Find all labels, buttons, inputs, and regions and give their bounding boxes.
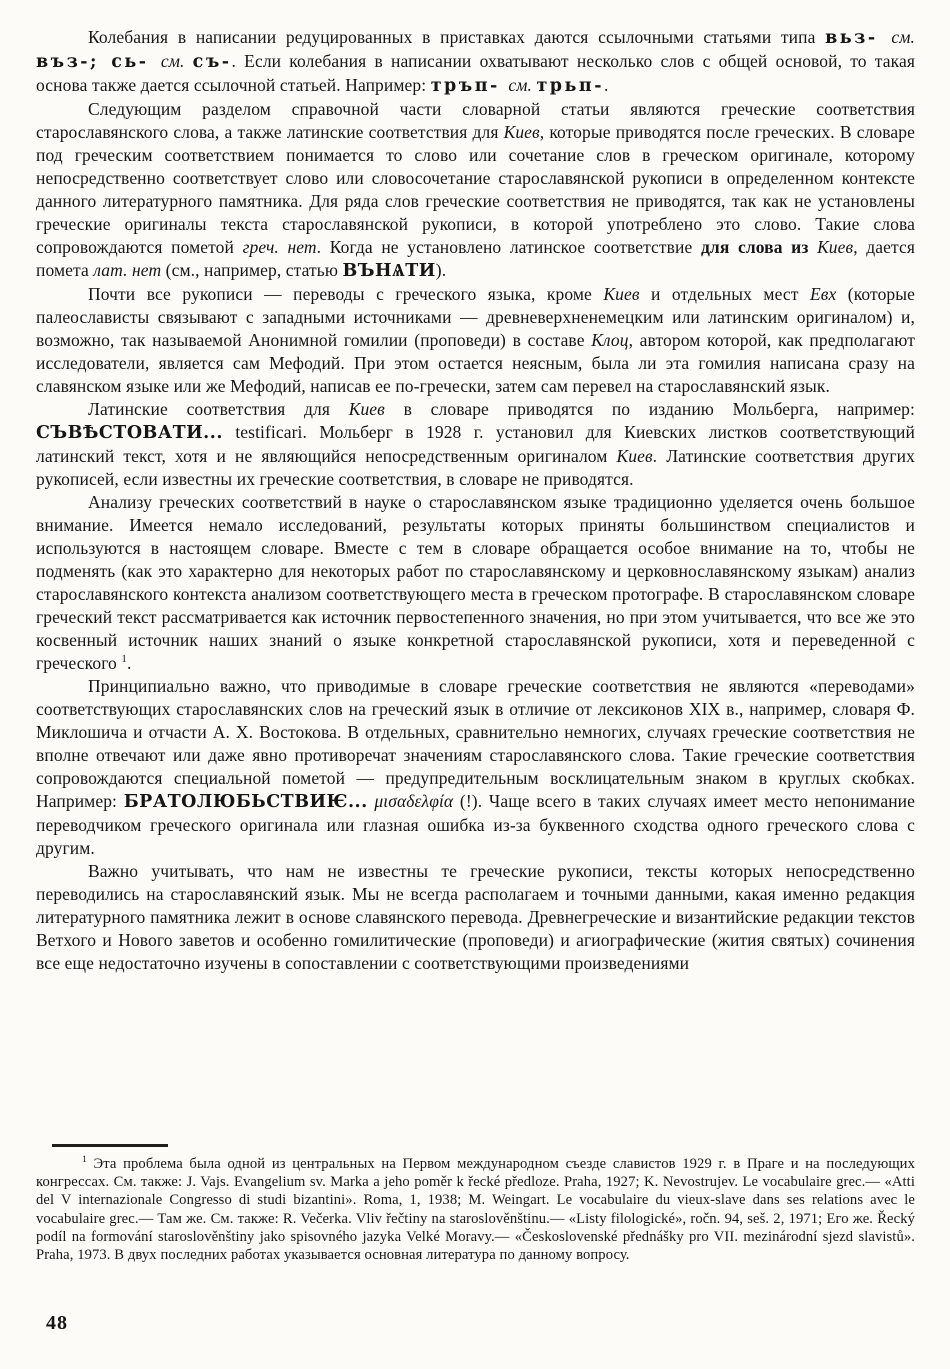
ocs-term: тръп- bbox=[430, 76, 509, 96]
italic-term: Евх bbox=[809, 284, 837, 304]
paragraph bbox=[36, 283, 915, 398]
text-segment: . Когда не установлено латинское соответствие bbox=[316, 237, 701, 257]
text-segment: в словаре приводятся по изданию Мольберга, например: bbox=[384, 399, 915, 419]
text-segment: . bbox=[126, 653, 132, 673]
paragraph bbox=[36, 26, 915, 98]
ocs-term: вьз- bbox=[825, 28, 892, 48]
footnote-separator bbox=[52, 1144, 168, 1147]
text-segment: Колебания в написании редуцированных в приставках даются ссылочными статьями типа bbox=[88, 27, 826, 47]
paragraph bbox=[36, 675, 915, 860]
text-segment: testificari. Мольберг в 1928 г. установил для Киевских листков соответствующий латинский текст, хотя и не являющийся непосредственным оригиналом bbox=[36, 422, 915, 466]
paragraph bbox=[36, 398, 915, 491]
paragraph bbox=[36, 98, 915, 283]
italic-term: Киев bbox=[348, 399, 385, 419]
italic-term: лат. нет bbox=[93, 260, 162, 280]
text-segment: Следующим разделом справочной части словарной статьи являются греческие соответствия старославянского слова, а также латинские соответствия для bbox=[36, 99, 915, 142]
ocs-headword: ВЪНѦТИ bbox=[342, 261, 436, 281]
greek-term: μισαδελφία bbox=[367, 791, 454, 811]
footnote bbox=[36, 1155, 915, 1264]
footnote-marker: 1 bbox=[82, 1155, 87, 1166]
footnote-body: Эта проблема была одной из центральных на Первом международном съезде славистов 1929 г. в Праге и на последующих конгрессах. См. также: J. Vajs. Evangelium sv. Marka a jeho poměr k řecké předloze. Praha, 1927; K. Nevostrujev. Le vocabulaire grec.— «Atti del V internazionale Congresso di studi bizantini». Roma, 1, 1938; M. Weingart. Le vocabulaire du vieux-slave dans ses relations avec le vocabulaire grec.— Там же. См. также: R. Večerka. Vliv řečtiny na staroslověnštinu.— «Listy filologické», ročn. 94, seš. 2, 1971; Его же. Řecký podíl na formování staroslověnštiny jako spisovného jazyka Velké Moravy.— «Československé přednášky pro VII. mezinárodní sjezd slavistů». Praha, 1973. В двух последних работах указывается основная литература по данному вопросу. bbox=[36, 1156, 915, 1264]
italic-term: Киев bbox=[817, 237, 854, 257]
text-segment: , автором которой, как предполагают исследователи, является сам Мефодий. При этом остается неясным, была ли эта гомилия написана сразу на славянском языке или же Мефодий, написав ее по-гречески, затем сам перевел на старославянский язык. bbox=[36, 330, 915, 396]
italic-term: Киев bbox=[503, 122, 540, 142]
ocs-term: трьп- bbox=[536, 76, 604, 96]
text-segment: Анализу греческих соответствий в науке о старославянском языке традиционно уделяется очень большое внимание. Имеется немало исследований, результаты которых приняты большинством специалистов и используются в настоящем словаре. Вместе с тем в словаре обращается особое внимание на то, чтобы не подменять (как это характерно для некоторых работ по старославянскому и церковнославянскому языкам) анализ старославянского контекста анализом соответствующего места в греческом протографе. В старославянском словаре греческий текст рассматривается как источник первостепенного значения, но при этом учитывается, что все же это косвенный источник наших знаний о языке конкретной старославянской рукописи, хотя и переведенной с греческого bbox=[36, 492, 915, 673]
text-segment: , которые приводятся после греческих. В словаре под греческим соответствием понимается то слово или сочетание слов в греческом оригинале, которому непосредственно соответствует слово или словосочетание старославянской рукописи в определенном контексте данного литературного памятника. Для ряда слов греческие соответствия не приводятся, так как не установлены греческие оригиналы текста старославянской рукописи, в которой употреблено это слово. Такие слова сопровождаются пометой bbox=[36, 122, 915, 257]
italic-term: см. bbox=[891, 27, 915, 47]
ocs-term: въз-; сь- bbox=[36, 52, 161, 72]
ocs-headword: БРАТОЛЮБЬСТВИѤ... bbox=[123, 792, 368, 812]
text-segment: (см., например, статью bbox=[161, 260, 343, 280]
text-segment: . bbox=[603, 75, 609, 95]
footnote-section bbox=[36, 1136, 915, 1264]
text-segment: ). bbox=[435, 260, 447, 280]
italic-term: Киев bbox=[603, 284, 640, 304]
footnote-reference: 1 bbox=[121, 653, 127, 666]
text-segment: . Латинские соответствия других рукописей, если известны их греческие соответствия, в словаре не приводятся. bbox=[36, 446, 915, 489]
ocs-headword: СЪВѢСТОВАТИ... bbox=[36, 423, 223, 443]
paragraph bbox=[36, 491, 915, 675]
text-segment: (!). Чаще всего в таких случаях имеет место непонимание переводчиком греческого оригинала или глазная ошибка из-за буквенного сходства одного греческого слова с другим. bbox=[36, 791, 916, 858]
page-number: 48 bbox=[46, 1312, 68, 1334]
text-segment: Принципиально важно, что приводимые в словаре греческие соответствия не являются «переводами» соответствующих старославянских слов на греческий язык в отличие от лексиконов XIX в., например, словаря Ф. Миклошича и отчасти А. Х. Востокова. В отдельных, сравнительно немногих, случаях греческие соответствия не вполне отвечают или даже явно противоречат значениям старославянского слова. Такие греческие соответствия сопровождаются специальной пометой — предупредительным восклицательным знаком в круглых скобках. Например: bbox=[36, 676, 915, 811]
italic-term: Киев bbox=[616, 446, 653, 466]
italic-term: см. bbox=[160, 51, 193, 71]
ocs-term: съ- bbox=[192, 52, 232, 72]
body-text bbox=[36, 26, 915, 975]
italic-term: греч. нет bbox=[242, 237, 317, 257]
text-segment: Латинские соответствия для bbox=[88, 399, 349, 419]
text-segment: Почти все рукописи — переводы с греческого языка, кроме bbox=[88, 284, 604, 304]
italic-term: Клоц bbox=[591, 330, 629, 350]
text-segment: Важно учитывать, что нам не известны те греческие рукописи, тексты которых непосредственно переводились на старославянский язык. Мы не всегда располагаем и точными данными, какая именно редакция литературного памятника лежит в основе славянского перевода. Древнегреческие и византийские редакции текстов Ветхого и Нового заветов и особенно гомилитические (проповеди) и агиографические (жития святых) сочинения все еще недостаточно изучены в сопоставлении с соответствующими произведениями bbox=[36, 861, 915, 973]
text-segment: (которые палеослависты связывают с западными источниками — древневерхненемецким или латинским оригиналом) и, возможно, так называемой Анонимной гомилии (проповеди) в составе bbox=[36, 284, 915, 350]
text-segment: . Если колебания в написании охватывают несколько слов с общей основой, то такая основа также дается ссылочной статьей. Например: bbox=[36, 51, 915, 95]
italic-term: см. bbox=[508, 75, 537, 95]
text-segment: , дается помета bbox=[36, 237, 915, 280]
text-segment: и отдельных мест bbox=[639, 284, 810, 304]
bold-term: для слова из bbox=[700, 237, 818, 257]
paragraph bbox=[36, 860, 915, 975]
